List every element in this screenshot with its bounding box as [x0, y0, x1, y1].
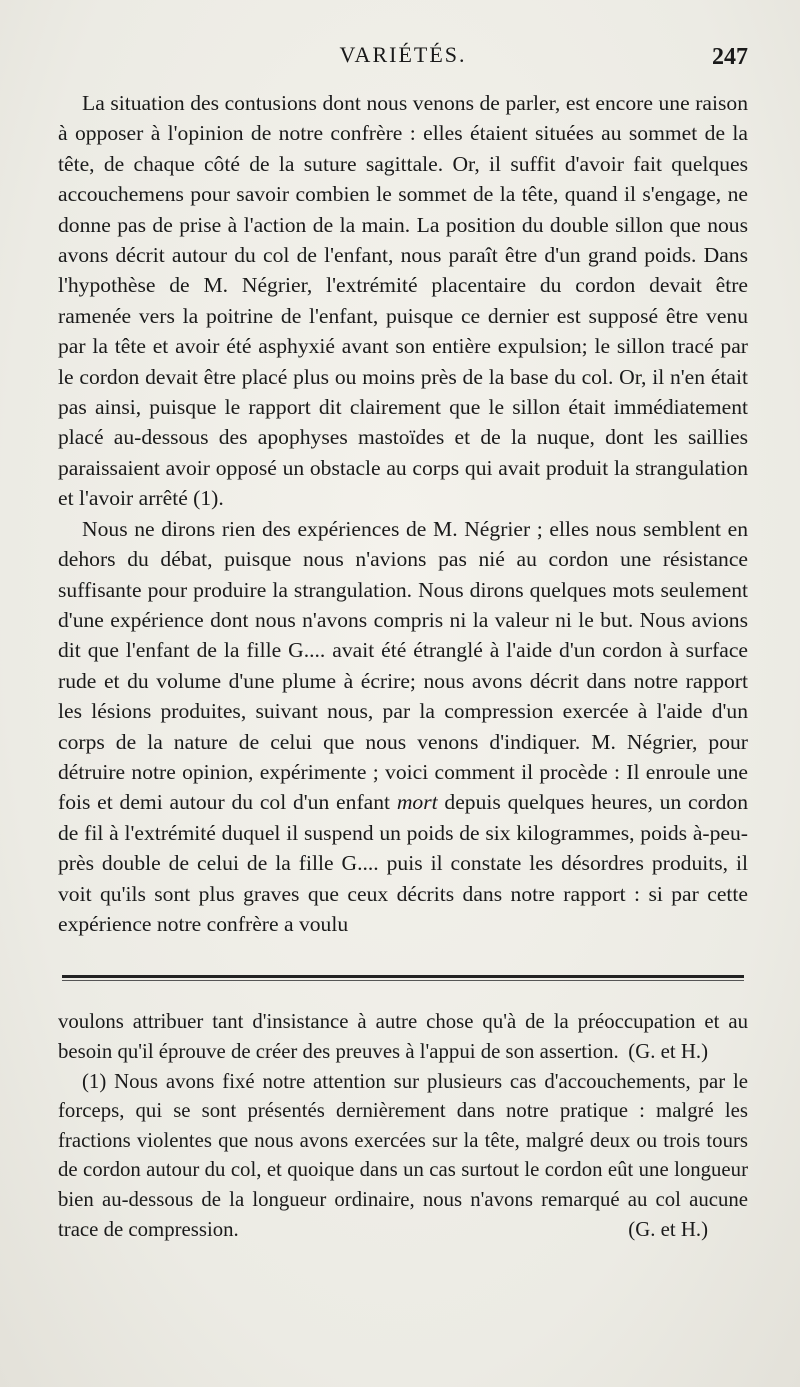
- main-text: [58, 88, 748, 939]
- paragraph-2-part-2: depuis quelques heures, un cordon de fil à l'extrémité duquel il suspend un poids de six kilogrammes, poids à-peu-près double de celui de la fille G.... puis il constate les désordres produits, il voit qu'ils sont plus graves que ceux décrits dans notre rapport : si par cette expérience notre confrère a voulu: [58, 790, 748, 936]
- footnote-separator-rule: [62, 975, 744, 981]
- paragraph-2: [58, 514, 748, 940]
- footnote-continuation-text: voulons attribuer tant d'insistance à autre chose qu'à de la préoccupation et au besoin qu'il éprouve de créer des preuves à l'appui de son assertion.: [58, 1010, 748, 1063]
- footnote-continuation: [58, 1007, 748, 1066]
- footnote-1: [58, 1067, 748, 1245]
- footnote-continuation-signature: (G. et H.): [628, 1039, 708, 1063]
- italic-word: mort: [396, 790, 438, 815]
- footnotes: [58, 1007, 748, 1244]
- paragraph-2-part-1: Nous ne dirons rien des expériences de M. Négrier ; elles nous semblent en dehors du débat, puisque nous n'avions pas nié au cordon une résistance suffisante pour produire la strangulation. Nous dirons quelques mots seulement d'une expérience dont nous n'avons compris ni la valeur ni le but. Nous avions dit que l'enfant de la fille G.... avait été étranglé à l'aide d'un cordon à surface rude et du volume d'une plume à écrire; nous avons décrit dans notre rapport les lésions produites, suivant nous, par la compression exercée à l'aide d'un corps de la nature de celui que nous venons d'indiquer. M. Négrier, pour détruire notre opinion, expérimente ; voici comment il procède : Il enroule une fois et demi autour du col d'un enfant: [58, 516, 748, 815]
- footnote-1-text: (1) Nous avons fixé notre attention sur plusieurs cas d'accouchements, par le forceps, qui se sont présentés dernièrement dans notre pratique : malgré les fractions violentes que nous avons exercées sur la tête, malgré deux ou trois tours de cordon autour du col, et quoique dans un cas surtout le cordon eût une longueur bien au-dessous de la longueur ordinaire, nous n'avons remarqué au col aucune trace de compression.: [58, 1069, 748, 1241]
- paragraph-1: La situation des contusions dont nous venons de parler, est encore une raison à opposer à l'opinion de notre confrère : elles étaient situées au sommet de la tête, de chaque côté de la suture sagittale. Or, il suffit d'avoir fait quelques accouchemens pour savoir combien le sommet de la tête, quand il s'engage, ne donne pas de prise à l'action de la main. La position du double sillon que nous avons décrit autour du col de l'enfant, nous paraît être d'un grand poids. Dans l'hypothèse de M. Négrier, l'extrémité placentaire du cordon devait être ramenée vers la poitrine de l'enfant, puisque ce dernier est supposé être venu par la tête et avoir été asphyxié avant son entière expulsion; le sillon tracé par le cordon devait être placé plus ou moins près de la base du col. Or, il n'en était pas ainsi, puisque le rapport dit clairement que le sillon était immédiatement placé au-dessous des apophyses mastoïdes et de la nuque, dont les saillies paraissaient avoir opposé un obstacle au corps qui avait produit la strangulation et l'avoir arrêté (1).: [58, 91, 748, 511]
- running-head: [58, 40, 748, 80]
- section-title: VARIÉTÉS.: [339, 42, 467, 67]
- page-number: 247: [712, 44, 748, 70]
- footnote-1-signature: (G. et H.): [628, 1217, 708, 1241]
